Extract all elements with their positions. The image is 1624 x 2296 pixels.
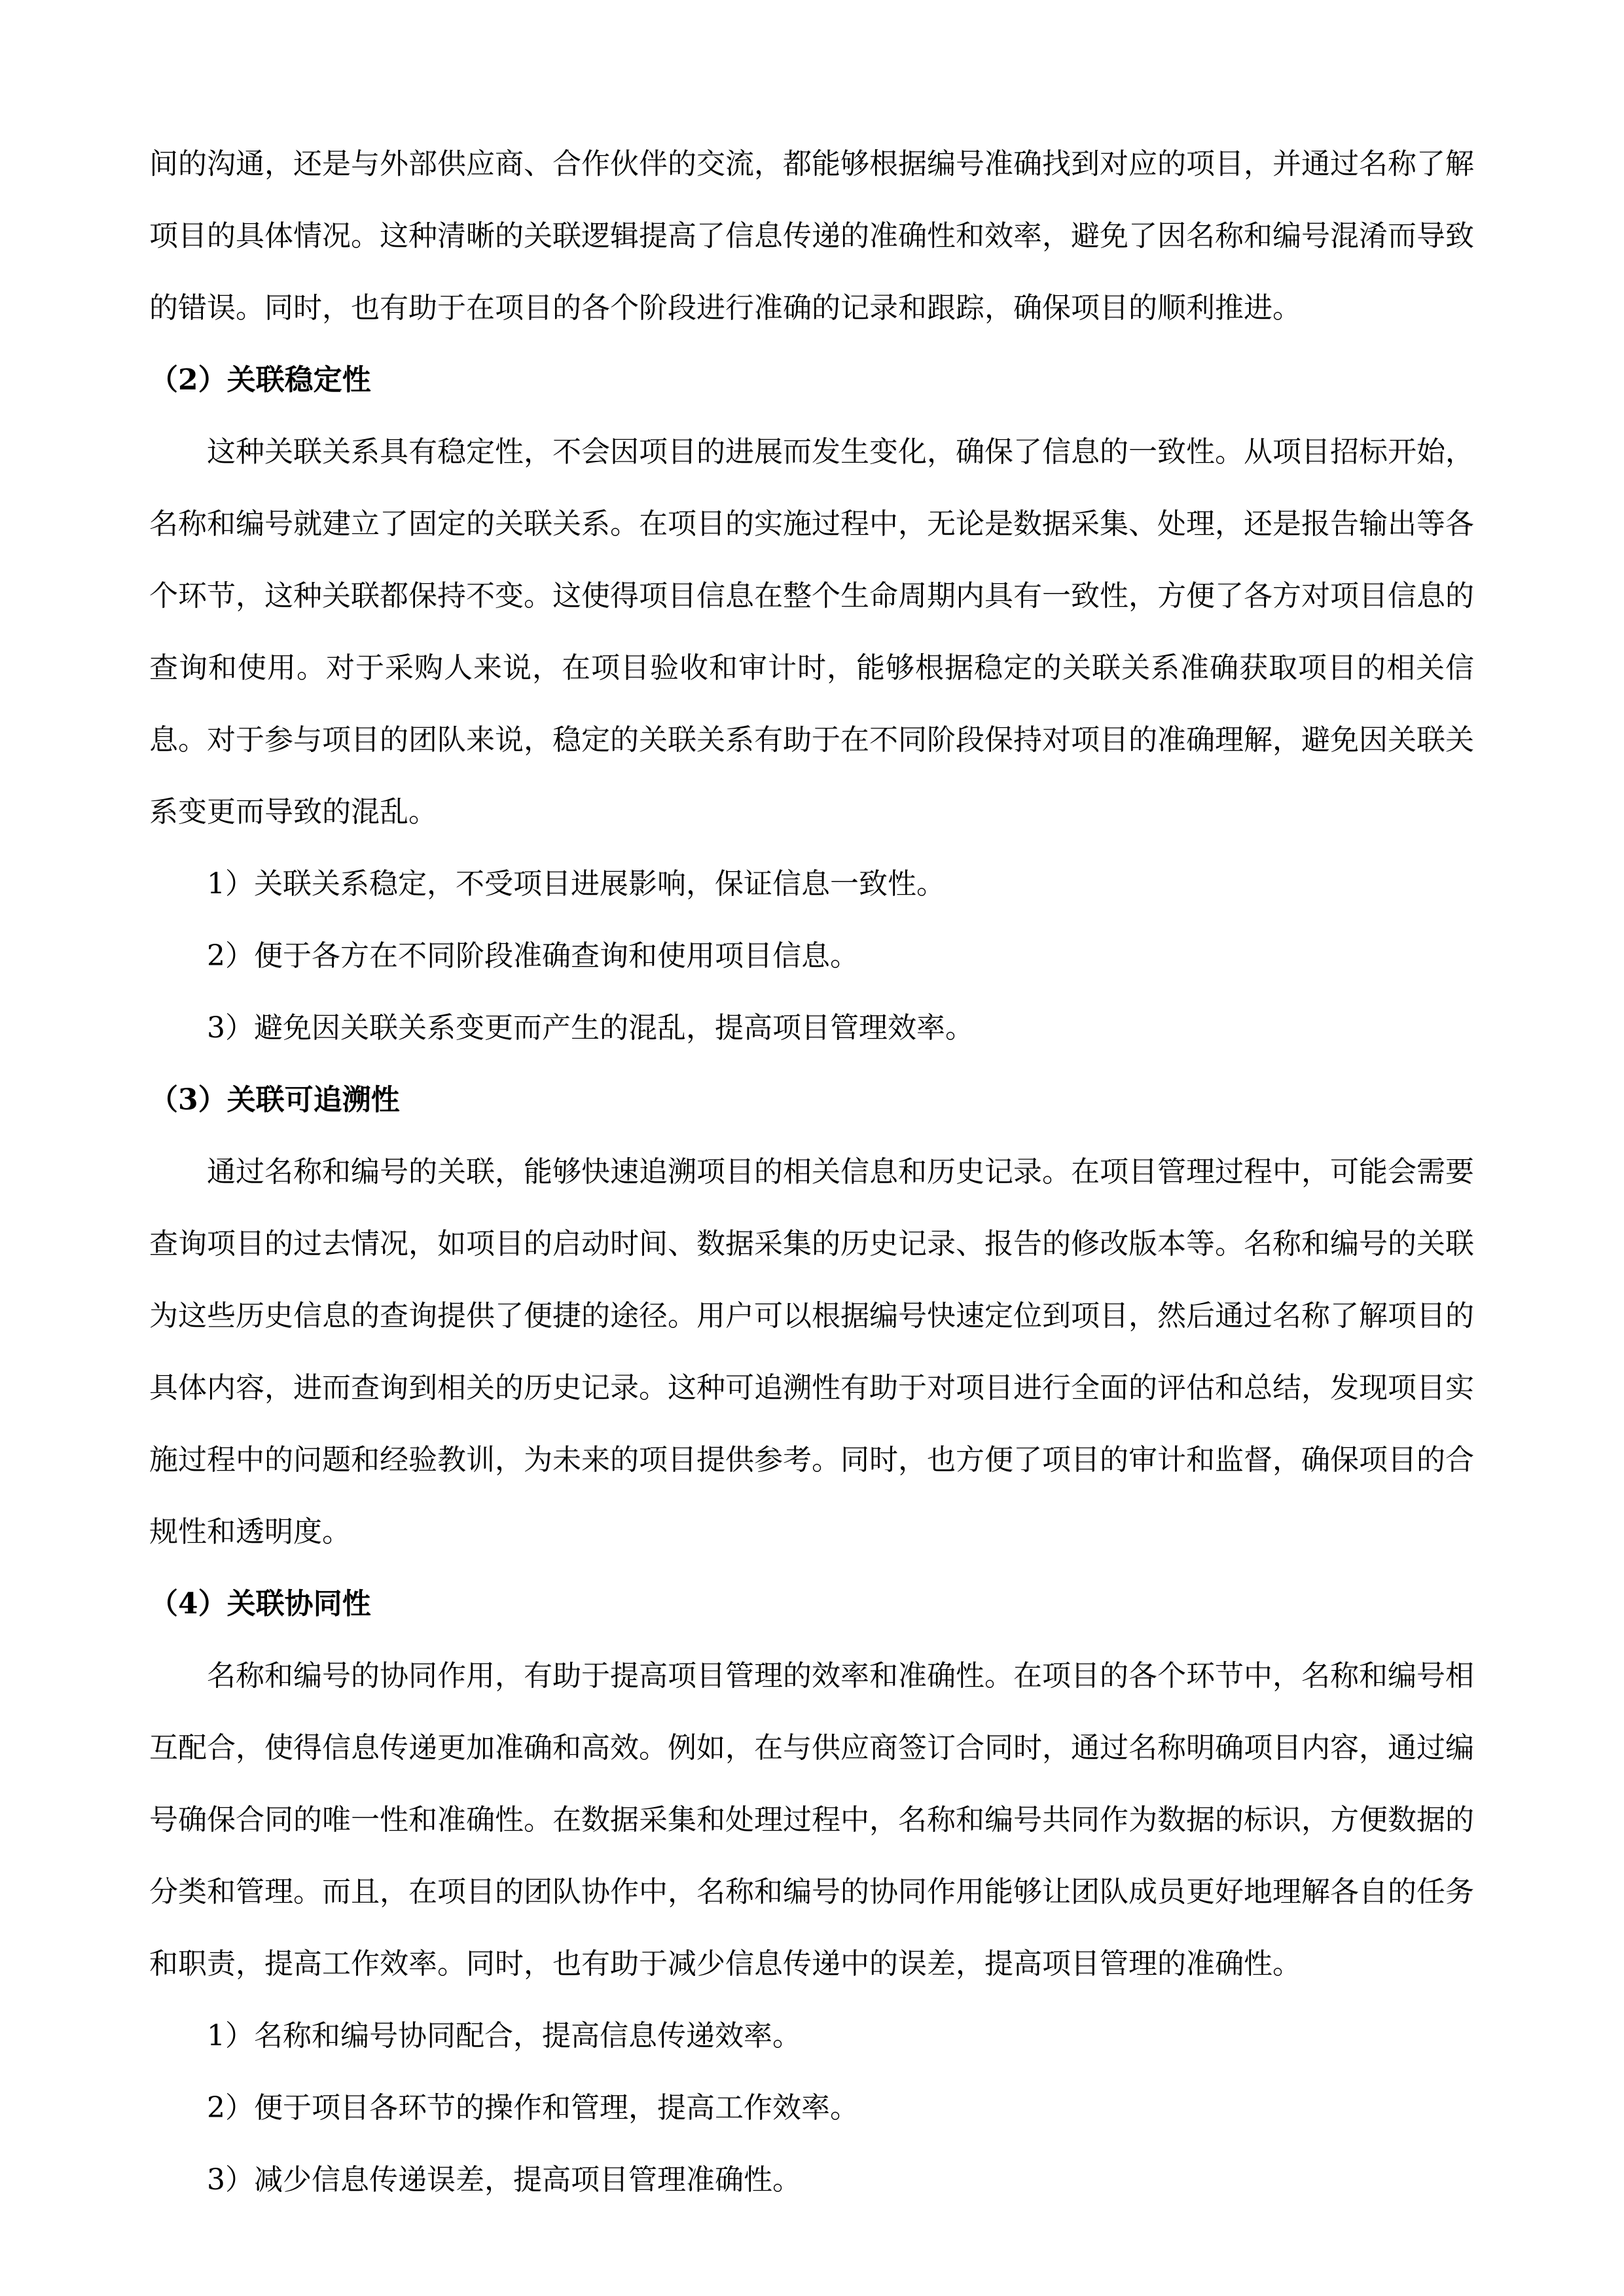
numbered-list-item: 1）名称和编号协同配合，提高信息传递效率。 bbox=[207, 2019, 801, 2053]
numbered-list-item: 1）关联关系稳定，不受项目进展影响，保证信息一致性。 bbox=[207, 867, 945, 901]
section-heading: （2）关联稳定性 bbox=[149, 363, 371, 397]
body-paragraph: 间的沟通，还是与外部供应商、合作伙伴的交流，都能够根据编号准确找到对应的项目，并通过名称了解项目的具体情况。这种清晰的关联逻辑提高了信息传递的准确性和效率，避免了因名称和编号混淆而导致的错误。同时，也有助于在项目的各个阶段进行准确的记录和跟踪，确保项目的顺利推进。 bbox=[149, 147, 1474, 325]
body-paragraph: 这种关联关系具有稳定性，不会因项目的进展而发生变化，确保了信息的一致性。从项目招标开始，名称和编号就建立了固定的关联关系。在项目的实施过程中，无论是数据采集、处理，还是报告输出等各个环节，这种关联都保持不变。这使得项目信息在整个生命周期内具有一致性，方便了各方对项目信息的查询和使用。对于采购人来说，在项目验收和审计时，能够根据稳定的关联关系准确获取项目的相关信息。对于参与项目的团队来说，稳定的关联关系有助于在不同阶段保持对项目的准确理解，避免因关联关系变更而导致的混乱。 bbox=[149, 435, 1474, 829]
document-text-column bbox=[149, 128, 1474, 2216]
numbered-list-item: 3）避免因关联关系变更而产生的混乱，提高项目管理效率。 bbox=[207, 1011, 974, 1045]
numbered-list-item: 2）便于各方在不同阶段准确查询和使用项目信息。 bbox=[207, 939, 859, 973]
section-heading: （3）关联可追溯性 bbox=[149, 1083, 400, 1117]
body-paragraph: 通过名称和编号的关联，能够快速追溯项目的相关信息和历史记录。在项目管理过程中，可能会需要查询项目的过去情况，如项目的启动时间、数据采集的历史记录、报告的修改版本等。名称和编号的关联为这些历史信息的查询提供了便捷的途径。用户可以根据编号快速定位到项目，然后通过名称了解项目的具体内容，进而查询到相关的历史记录。这种可追溯性有助于对项目进行全面的评估和总结，发现项目实施过程中的问题和经验教训，为未来的项目提供参考。同时，也方便了项目的审计和监督，确保项目的合规性和透明度。 bbox=[149, 1155, 1474, 1549]
section-heading: （4）关联协同性 bbox=[149, 1587, 371, 1621]
body-paragraph: 名称和编号的协同作用，有助于提高项目管理的效率和准确性。在项目的各个环节中，名称和编号相互配合，使得信息传递更加准确和高效。例如，在与供应商签订合同时，通过名称明确项目内容，通过编号确保合同的唯一性和准确性。在数据采集和处理过程中，名称和编号共同作为数据的标识，方便数据的分类和管理。而且，在项目的团队协作中，名称和编号的协同作用能够让团队成员更好地理解各自的任务和职责，提高工作效率。同时，也有助于减少信息传递中的误差，提高项目管理的准确性。 bbox=[149, 1659, 1474, 1981]
numbered-list-item: 2）便于项目各环节的操作和管理，提高工作效率。 bbox=[207, 2091, 859, 2125]
numbered-list-item: 3）减少信息传递误差，提高项目管理准确性。 bbox=[207, 2163, 801, 2197]
